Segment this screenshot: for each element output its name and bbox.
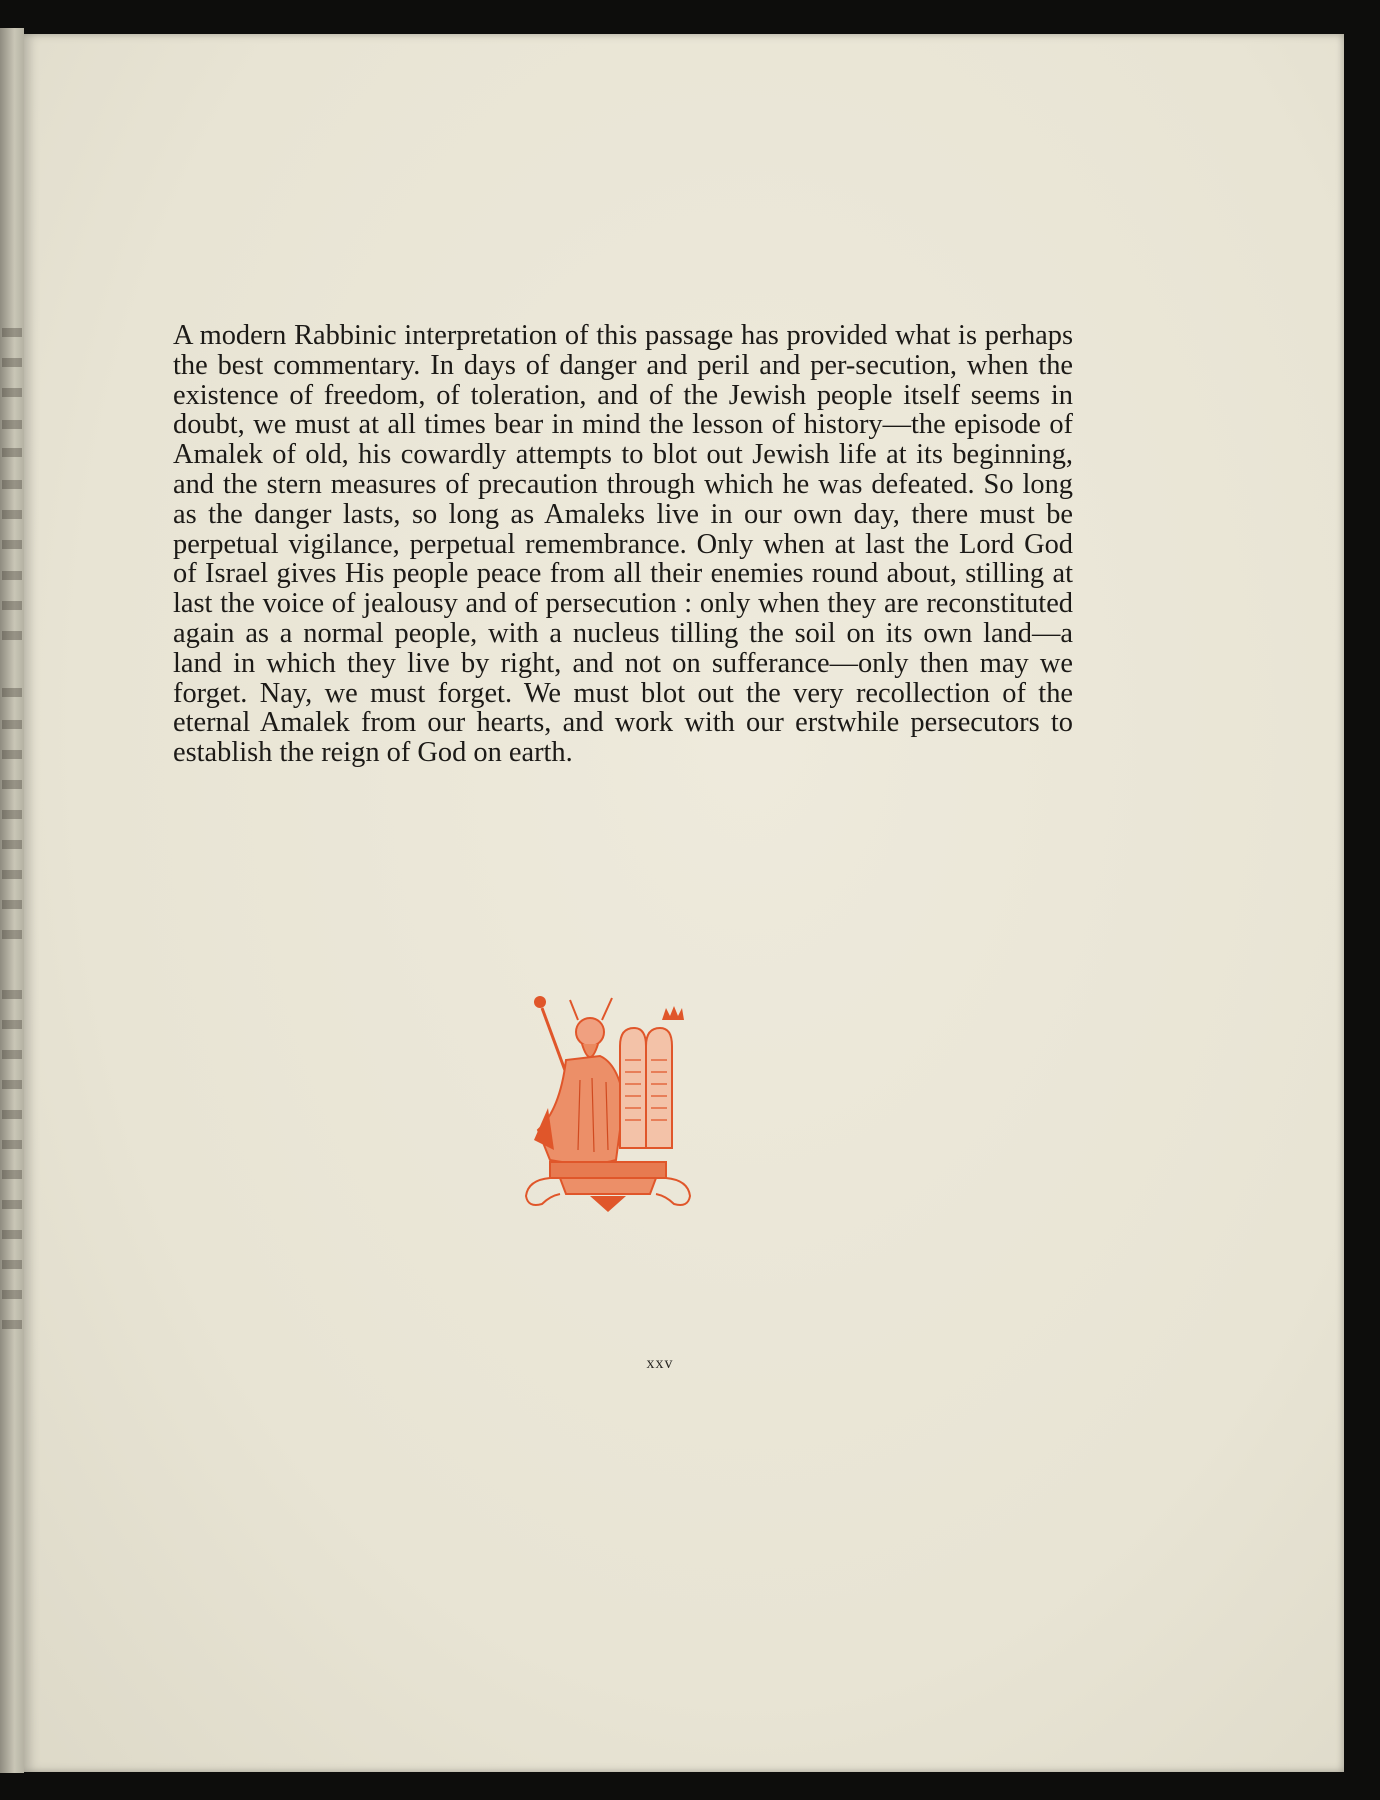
scan-border [1344,30,1380,1775]
commentary-paragraph: A modern Rabbinic interpretation of this passage has provided what is perhaps the best commentary. In days of danger and peril and per-secution, when the existence of freedom, of toleration, and of the Jewish people itself seems in doubt, we must at all times bear in mind the lesson of history—the episode of Amalek of old, his cowardly attempts to blot out Jewish life at its beginning, and the stern measures of precaution through which he was defeated. So long as the danger lasts, so long as Amaleks live in our own day, there must be perpetual vigilance, perpetual remembrance. Only when at last the Lord God of Israel gives His people peace from all their enemies round about, stilling at last the voice of jealousy and of persecution : only when they are reconstituted again as a normal people, with a nucleus tilling the soil on its own land—a land in which they live by right, and not on sufferance—only then may we forget. Nay, we must forget. We must blot out the very recollection of the eternal Amalek from our hearts, and work with our erstwhile persecutors to establish the reign of God on earth. [173,320,1073,769]
moses-with-tablets-icon [520,990,696,1220]
page-number: xxv [646,1355,674,1372]
book-page [24,34,1344,1772]
facing-page-edge [0,28,24,1773]
